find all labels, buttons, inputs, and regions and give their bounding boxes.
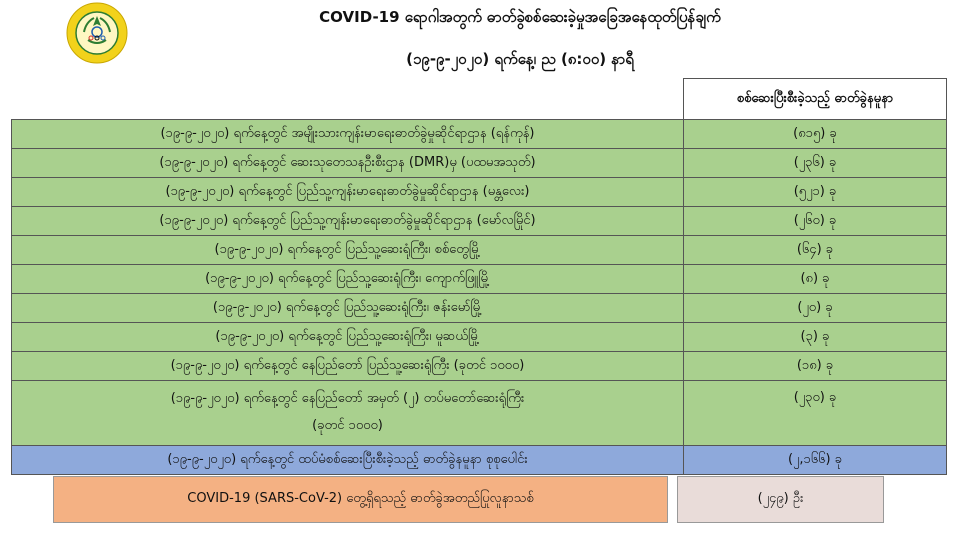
table-row	[12, 207, 947, 236]
table-row	[12, 178, 947, 207]
ministry-logo	[66, 2, 128, 64]
table-row	[12, 381, 947, 446]
row-label	[12, 381, 684, 446]
total-label: (၁၉-၉-၂၀၂၀) ရက်နေ့တွင် ထပ်မံစစ်ဆေးပြီးစီးခဲ့သည့် ဓာတ်ခွဲနမူနာ စုစုပေါင်း	[12, 446, 684, 475]
row-label: (၁၉-၉-၂၀၂၀) ရက်နေ့တွင် အမျိုးသားကျန်းမာရေးဓာတ်ခွဲမှုဆိုင်ရာဌာန (ရန်ကုန်)	[12, 120, 684, 149]
row-value: (၈၁၅) ခု	[684, 120, 947, 149]
total-value: (၂,၁၆၆) ခု	[684, 446, 947, 475]
row-value: (၃) ခု	[684, 323, 947, 352]
new-cases-value-box: (၂၄၉) ဦး	[677, 476, 884, 523]
row-label: (၁၉-၉-၂၀၂၀) ရက်နေ့တွင် ပြည်သူ့ကျန်းမာရေးဓာတ်ခွဲမှုဆိုင်ရာဌာန (မန္တလေး)	[12, 178, 684, 207]
table-row	[12, 323, 947, 352]
row-label: (၁၉-၉-၂၀၂၀) ရက်နေ့တွင် နေပြည်တော် ပြည်သူ့ဆေးရုံကြီး (ခုတင် ၁၀၀၀)	[12, 352, 684, 381]
table-row	[12, 352, 947, 381]
row-value: (၆၄) ခု	[684, 236, 947, 265]
row-value: (၂၃၆) ခု	[684, 149, 947, 178]
ministry-seal-icon	[66, 2, 128, 64]
row-label-line2: (ခုတင် ၁၀၀၀)	[312, 418, 383, 433]
row-value: (၈) ခု	[684, 265, 947, 294]
table-row	[12, 265, 947, 294]
row-value: (၂၀) ခု	[684, 294, 947, 323]
column-header: စစ်ဆေးပြီးစီးခဲ့သည့် ဓာတ်ခွဲနမူနာ	[684, 79, 947, 120]
testing-table	[11, 78, 947, 475]
row-label: (၁၉-၉-၂၀၂၀) ရက်နေ့တွင် ပြည်သူ့ဆေးရုံကြီး၊ မူဆယ်မြို့	[12, 323, 684, 352]
row-label: (၁၉-၉-၂၀၂၀) ရက်နေ့တွင် ဆေးသုတေသနဦးစီးဌာန (DMR)မှ (ပထမအသုတ်)	[12, 149, 684, 178]
row-value: (၁၈) ခု	[684, 352, 947, 381]
table-row	[12, 294, 947, 323]
row-value: (၂၃၀) ခု	[684, 381, 947, 446]
table-row	[12, 120, 947, 149]
row-label-line1: (၁၉-၉-၂၀၂၀) ရက်နေ့တွင် နေပြည်တော် အမှတ် (၂) တပ်မတော်ဆေးရုံကြီး	[170, 391, 525, 406]
row-label: (၁၉-၉-၂၀၂၀) ရက်နေ့တွင် ပြည်သူ့ဆေးရုံကြီး၊ စစ်တွေမြို့	[12, 236, 684, 265]
row-label: (၁၉-၉-၂၀၂၀) ရက်နေ့တွင် ပြည်သူ့ကျန်းမာရေးဓာတ်ခွဲမှုဆိုင်ရာဌာန (မော်လမြိုင်)	[12, 207, 684, 236]
row-label: (၁၉-၉-၂၀၂၀) ရက်နေ့တွင် ပြည်သူ့ဆေးရုံကြီး၊ ကျောက်ဖြူမြို့	[12, 265, 684, 294]
table-header-row	[12, 79, 947, 120]
page-title: COVID-19 ရောဂါအတွက် ဓာတ်ခွဲစစ်ဆေးခဲ့မှုအခြေအနေထုတ်ပြန်ချက်	[319, 8, 721, 26]
row-value: (၅၂၁) ခု	[684, 178, 947, 207]
row-label: (၁၉-၉-၂၀၂၀) ရက်နေ့တွင် ပြည်သူ့ဆေးရုံကြီး၊ ဇန်းမော်မြို့	[12, 294, 684, 323]
total-row	[12, 446, 947, 475]
header-blank-cell	[12, 79, 684, 120]
new-cases-label-box: COVID-19 (SARS-CoV-2) တွေ့ရှိရသည့် ဓာတ်ခွဲအတည်ပြုလူနာသစ်	[53, 476, 668, 523]
page-subtitle-date: (၁၉-၉-၂၀၂၀) ရက်နေ့၊ ည (၈:၀၀) နာရီ	[406, 50, 634, 68]
row-value: (၂၆၀) ခု	[684, 207, 947, 236]
table-row	[12, 236, 947, 265]
table-row	[12, 149, 947, 178]
